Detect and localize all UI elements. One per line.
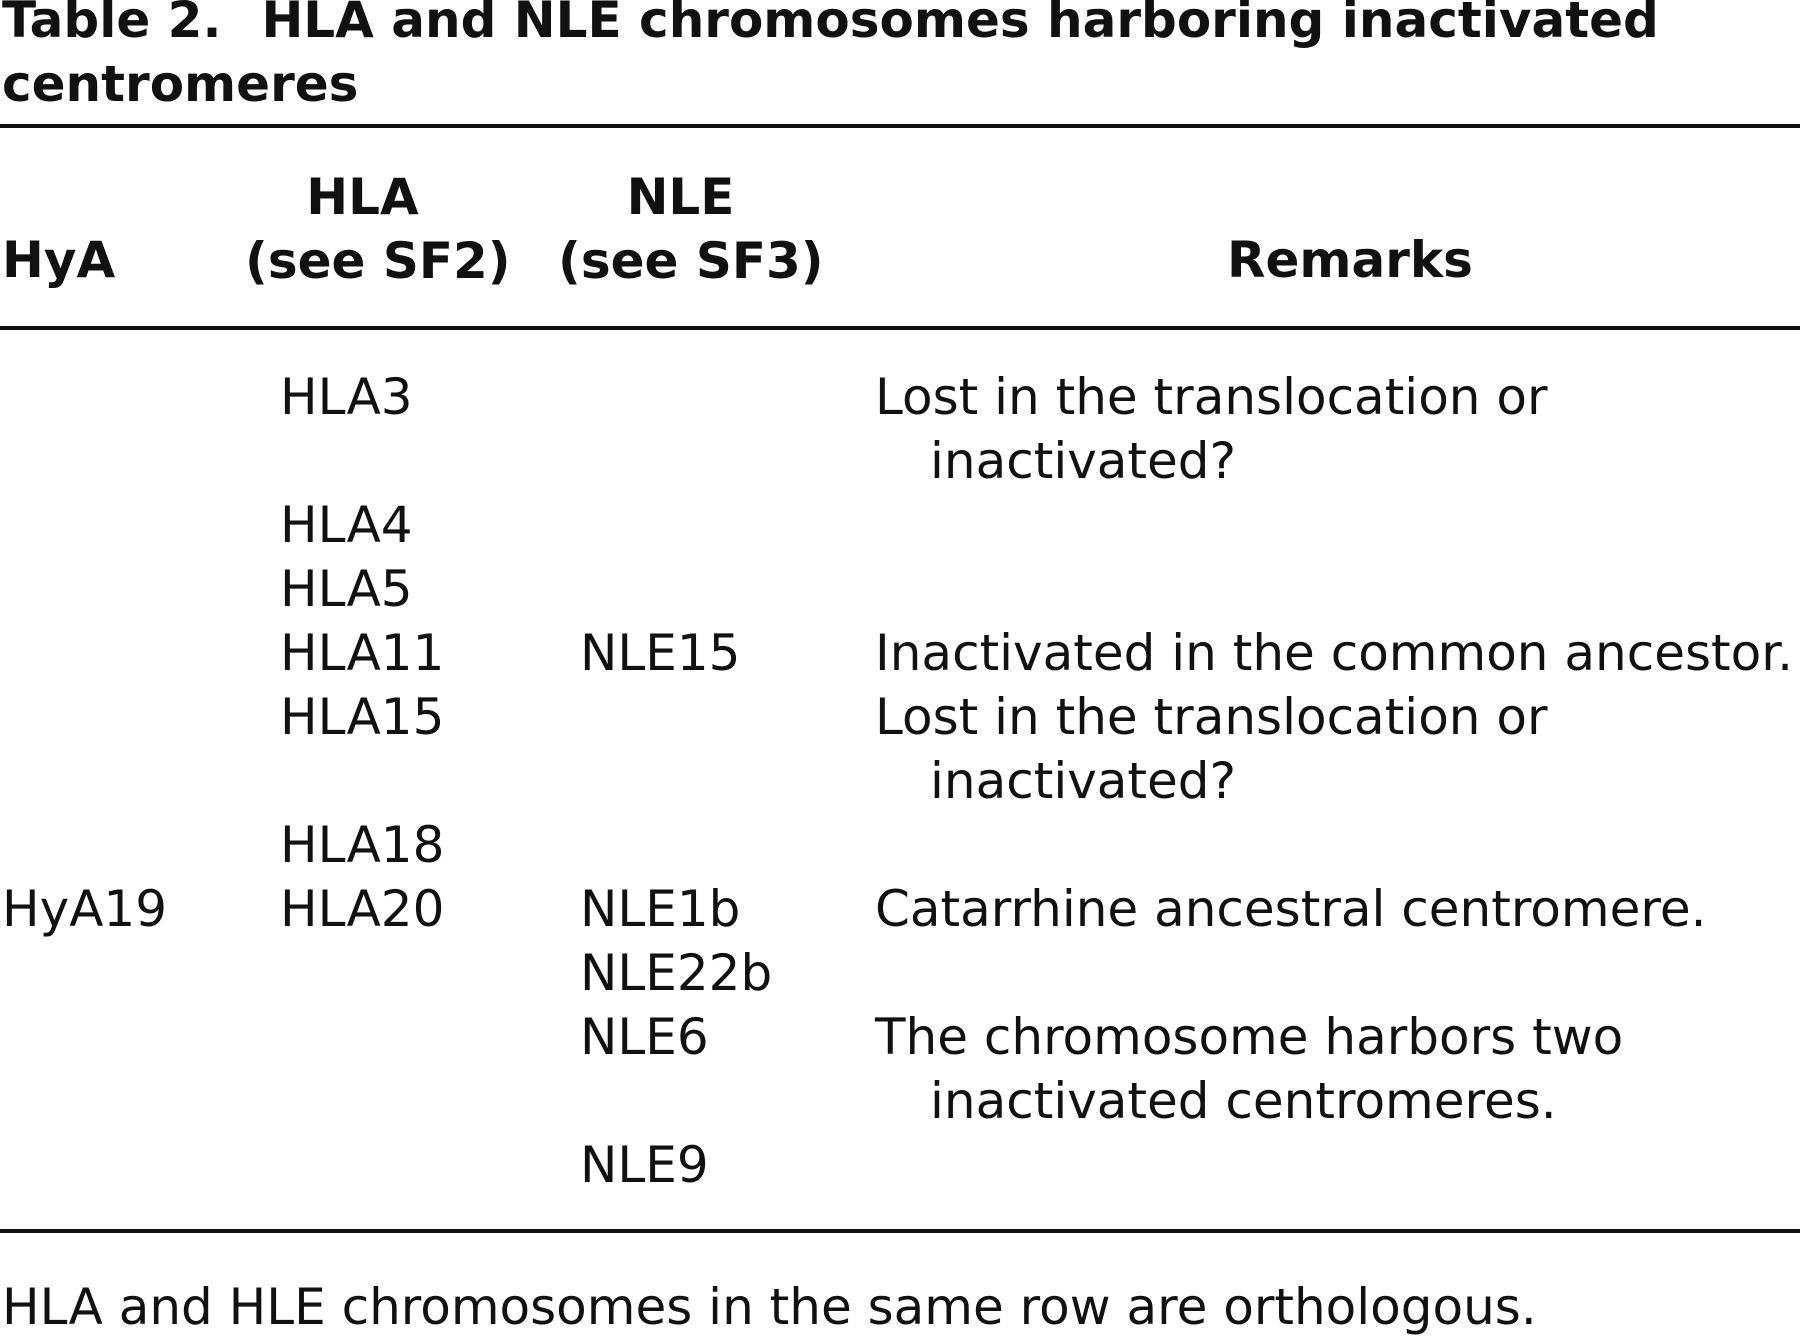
cell-hla: HLA20 xyxy=(280,880,445,938)
header-nle-line1: NLE xyxy=(626,168,735,226)
header-hla-line1: HLA xyxy=(306,168,419,226)
bottom-rule xyxy=(0,1229,1800,1233)
header-hya: HyA xyxy=(2,231,116,289)
cell-remarks: The chromosome harbors two xyxy=(875,1008,1624,1066)
cell-nle: NLE1b xyxy=(580,880,741,938)
header-hla xyxy=(245,165,511,293)
cell-nle: NLE15 xyxy=(580,624,741,682)
cell-hla: HLA4 xyxy=(280,496,413,554)
cell-remarks: Catarrhine ancestral centromere. xyxy=(875,880,1707,938)
table-caption xyxy=(2,0,1782,116)
cell-hya: HyA19 xyxy=(2,880,168,938)
cell-remarks: Lost in the translocation or xyxy=(875,368,1548,426)
cell-hla: HLA15 xyxy=(280,688,445,746)
cell-hla: HLA5 xyxy=(280,560,413,618)
cell-nle: NLE9 xyxy=(580,1136,709,1194)
cell-remarks: Lost in the translocation or xyxy=(875,688,1548,746)
table-label: Table 2. xyxy=(2,0,222,49)
cell-nle: NLE22b xyxy=(580,944,773,1002)
cell-remarks: Inactivated in the common ancestor. xyxy=(875,624,1794,682)
cell-remarks-cont: inactivated centromeres. xyxy=(930,1072,1557,1130)
cell-hla: HLA18 xyxy=(280,816,445,874)
cell-remarks-cont: inactivated? xyxy=(930,432,1237,490)
table-title-line2: centromeres xyxy=(2,55,359,113)
top-rule xyxy=(0,124,1800,128)
table-title-line1: HLA and NLE chromosomes harboring inactivated xyxy=(261,0,1659,49)
cell-hla: HLA11 xyxy=(280,624,445,682)
header-nle-line2: (see SF3) xyxy=(558,232,824,290)
header-hla-line2: (see SF2) xyxy=(245,232,511,290)
header-rule xyxy=(0,326,1800,330)
cell-remarks-cont: inactivated? xyxy=(930,752,1237,810)
cell-hla: HLA3 xyxy=(280,368,413,426)
header-remarks: Remarks xyxy=(1227,231,1473,289)
cell-nle: NLE6 xyxy=(580,1008,709,1066)
table-footnote: HLA and HLE chromosomes in the same row are orthologous. xyxy=(2,1278,1537,1336)
header-nle xyxy=(558,165,824,293)
